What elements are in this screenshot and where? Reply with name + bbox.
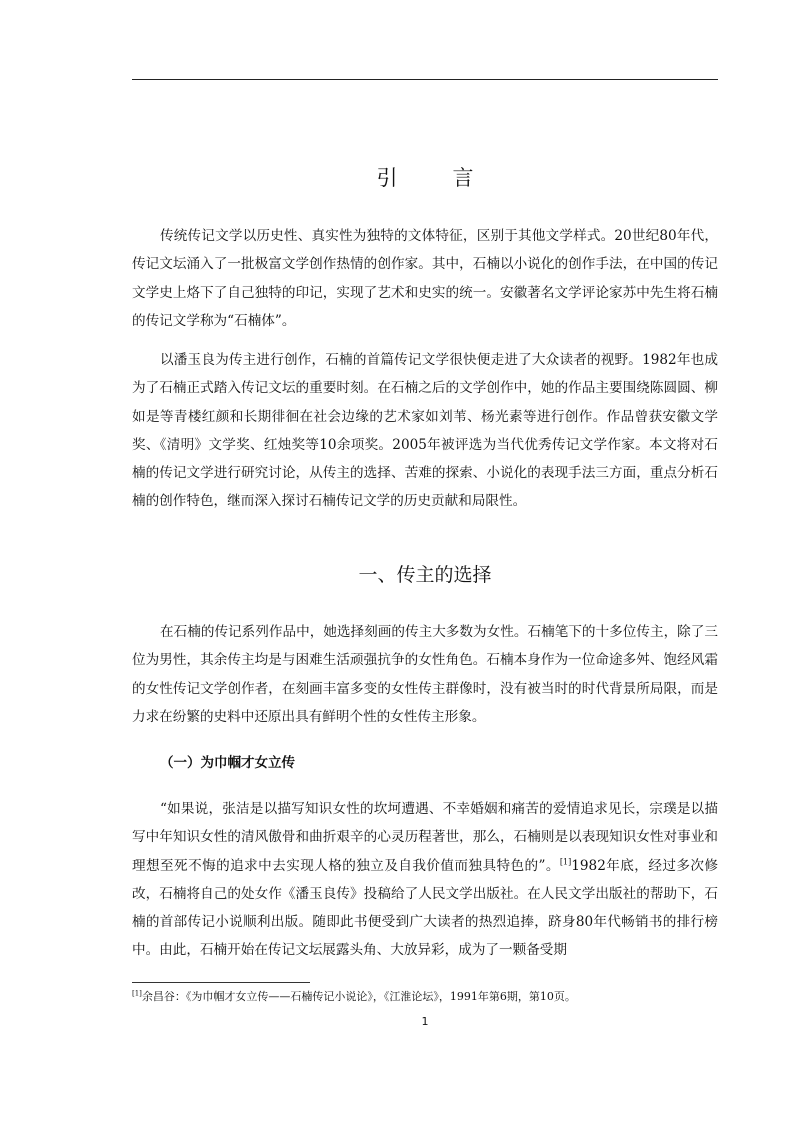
page-title: 引 言 bbox=[376, 166, 491, 190]
header-rule bbox=[132, 79, 718, 80]
footnote bbox=[132, 988, 718, 1005]
paragraph-continuation: 1982年底，经过多次修改，石楠将自己的处女作《潘玉良传》投稿给了人民文学出版社。在人民文学出版社的帮助下，石楠的首部传记小说顺利出版。随即此书便受到广大读者的热烈追捧，跻身80年代畅销书的排行榜中。由此，石楠开始在传记文坛展露头角、大放异彩，成为了一颗备受期 bbox=[132, 857, 718, 959]
footnote-rule bbox=[132, 982, 310, 983]
section-title: 一、传主的选择 bbox=[358, 564, 492, 586]
subsection-title: （一）为巾帼才女立传 bbox=[160, 755, 295, 771]
footnote-reference[interactable]: [1] bbox=[559, 857, 572, 867]
section-paragraph-2 bbox=[132, 795, 718, 965]
footnote-marker: [1] bbox=[132, 989, 142, 998]
intro-paragraph-1: 传统传记文学以历史性、真实性为独特的文体特征，区别于其他文学样式。20世纪80年代，传记文坛涌入了一批极富文学创作热情的创作家。其中，石楠以小说化的创作手法，在中国的传记文学史上烙下了自己独特的印记，实现了艺术和史实的统一。安徽著名文学评论家苏中先生将石楠的传记文学称为“石楠体”。 bbox=[132, 228, 718, 329]
page-number: 1 bbox=[421, 1015, 429, 1028]
section-paragraph-1: 在石楠的传记系列作品中，她选择刻画的传主大多数为女性。石楠笔下的十多位传主，除了三位为男性，其余传主均是与困难生活顽强抗争的女性角色。石楠本身作为一位命途多舛、饱经风霜的女性传记文学创作者，在刻画丰富多变的女性传主群像时，没有被当时的时代背景所局限，而是力求在纷繁的史料中还原出具有鲜明个性的女性传主形象。 bbox=[132, 624, 718, 725]
quote-text: “如果说，张洁是以描写知识女性的坎坷遭遇、不幸婚姻和痛苦的爱情追求见长，宗璞是以描写中年知识女性的清风傲骨和曲折艰辛的心灵历程著世，那么，石楠则是以表现知识女性对事业和理想至死不悔的追求中去实现人格的独立及自我价值而独具特色的”。 bbox=[132, 801, 718, 874]
footnote-text: 余昌谷：《为巾帼才女立传——石楠传记小说论》，《江淮论坛》，1991年第6期，第10页。 bbox=[141, 990, 576, 1003]
intro-paragraph-2: 以潘玉良为传主进行创作，石楠的首篇传记文学很快便走进了大众读者的视野。1982年也成为了石楠正式踏入传记文坛的重要时刻。在石楠之后的文学创作中，她的作品主要围绕陈圆圆、柳如是等青楼红颜和长期徘徊在社会边缘的艺术家如刘苇、杨光素等进行创作。作品曾获安徽文学奖、《清明》文学奖、红烛奖等10余项奖。2005年被评选为当代优秀传记文学作家。本文将对石楠的传记文学进行研究讨论，从传主的选择、苦难的探索、小说化的表现手法三方面，重点分析石楠的创作特色，继而深入探讨石楠传记文学的历史贡献和局限性。 bbox=[132, 352, 718, 510]
